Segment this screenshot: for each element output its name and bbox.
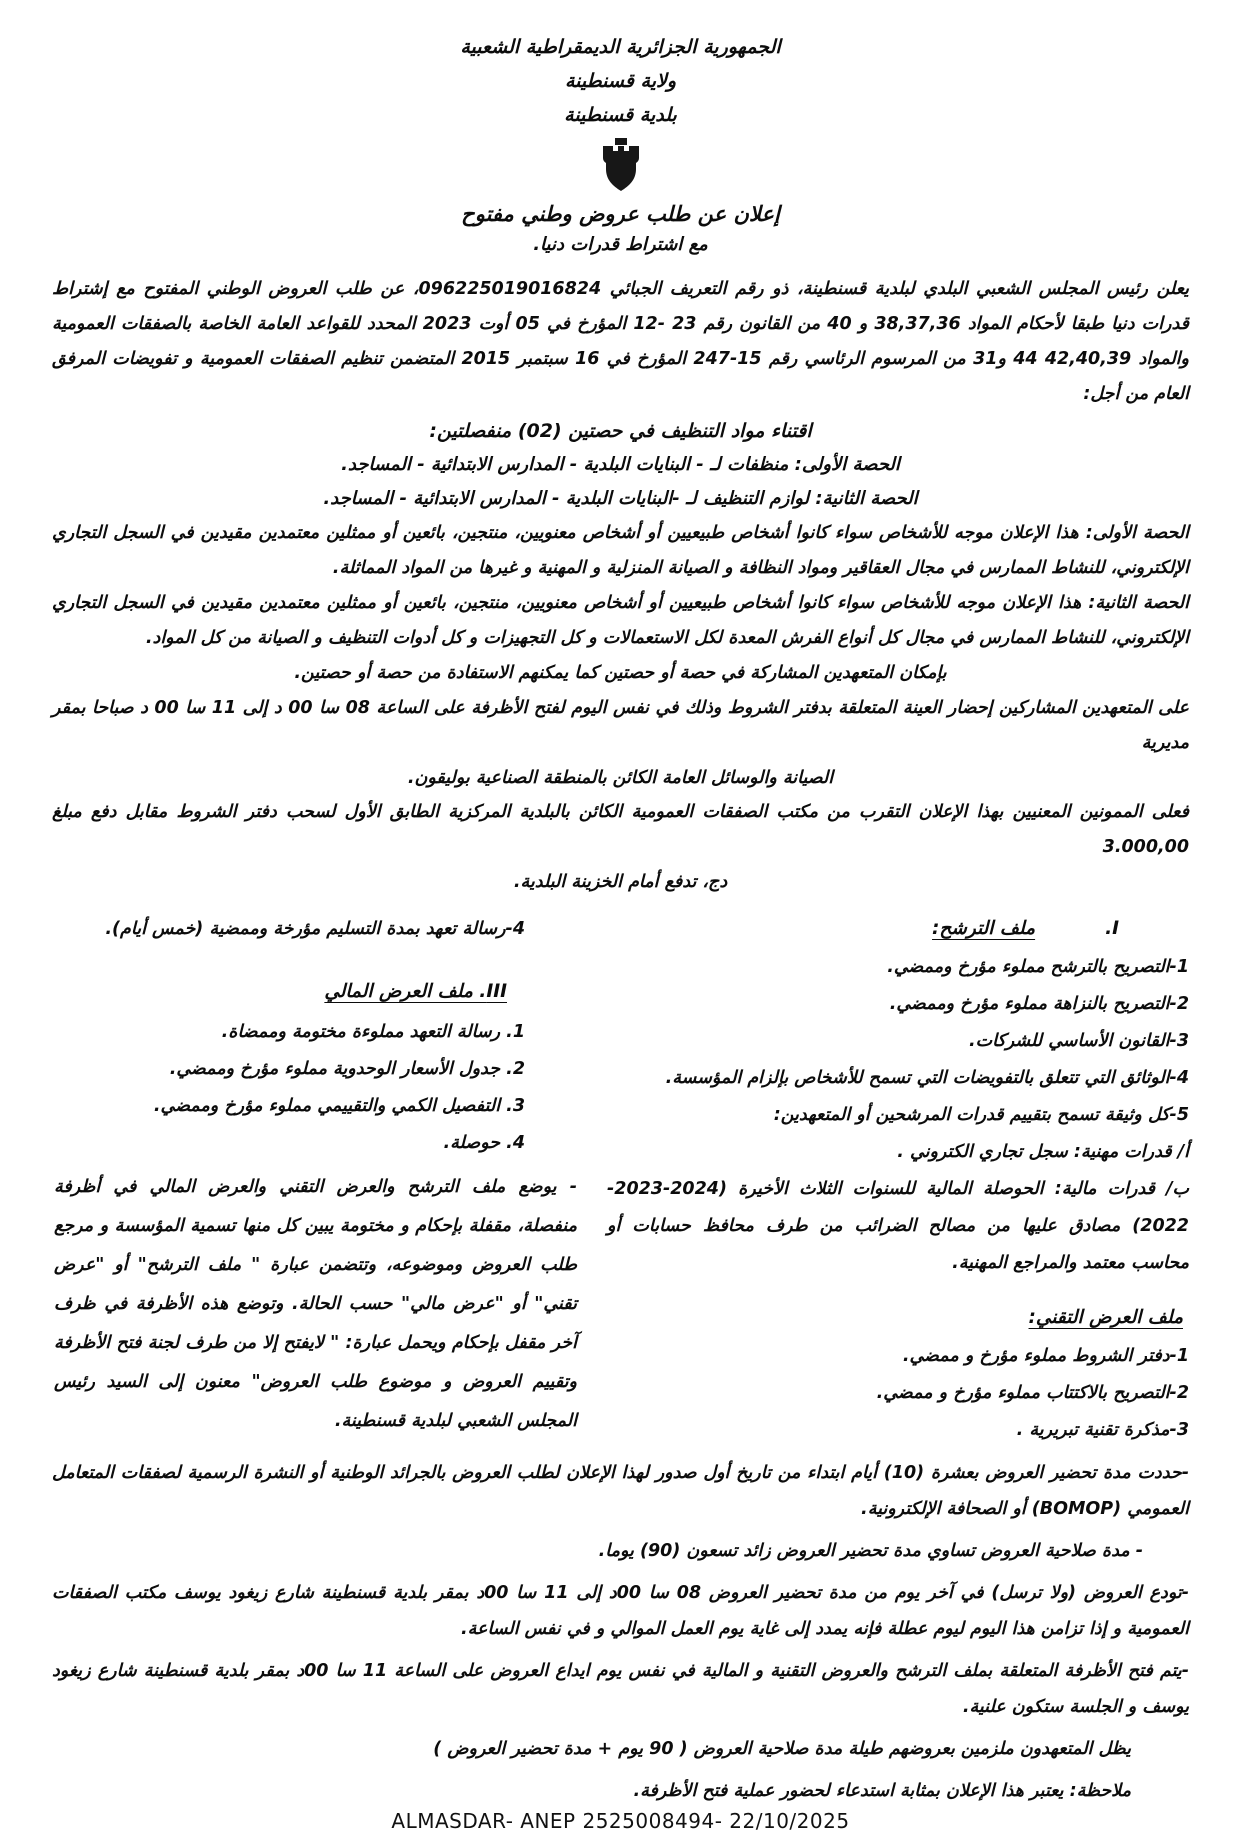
candidacy-file-title: ملف الترشح: xyxy=(932,918,1036,939)
municipal-crest-icon xyxy=(599,138,643,192)
lot1-description: الحصة الأولى: هذا الإعلان موجه للأشخاص سواء كانوا أشخاص طبيعيين أو أشخاص معنويين، منتجين، بائعين أو ممثلين معتمدين مقيدين في السجل التجاري الإلكتروني، للنشاط الممارس في مجال العقاقير ومواد النظافة و الصيانة المنزلية و المهنية و غيرها من المواد المماثلة. xyxy=(52,523,1189,578)
technical-item: 2-التصريح بالاكتتاب مملوء مؤرخ و ممضي. xyxy=(876,1383,1189,1403)
intro-paragraph: يعلن رئيس المجلس الشعبي البلدي لبلدية قسنطينة، ذو رقم التعريف الجبائي 096225019016824، عن طلب العروض الوطني المفتوح مع إشتراط قدرات دنيا طبقا لأحكام المواد 38,37,36 و 40 من القانون رقم 23 -12 المؤرخ في 05 أوت 2023 المحدد للقواعد العامة الخاصة بالصفقات العمومية والمواد 42,40,39 44 و31 من المرسوم الرئاسي رقم 15-247 المؤرخ في 16 سبتمبر 2015 المتضمن تنظيم الصفقات العمومية و تفويضات المرفق العام من أجل: xyxy=(52,279,1190,404)
specs-withdrawal-continuation: دج، تدفع أمام الخزينة البلدية. xyxy=(513,872,728,892)
opening-session-paragraph: -يتم فتح الأظرفة المتعلقة بملف الترشح والعروض التقنية و المالية في نفس يوم ايداع العروض على الساعة 11 سا 00د بمقر بلدية قسنطينة شارع زيغود يوسف و الجلسة ستكون علنية. xyxy=(52,1661,1190,1717)
submission-paragraph: -تودع العروض (ولا ترسل) في آخر يوم من مدة تحضير العروض 08 سا 00د إلى 11 سا 00د بمقر بلدية قسنطينة شارع زيغود يوسف مكتب الصفقات العمومية و إذا تزامن هذا اليوم ليوم عطلة فإنه يمدد إلى غاية يوم العمل الموالي و في نفس الساعة. xyxy=(52,1583,1190,1639)
financial-column xyxy=(54,911,577,1449)
financial-item: 4. حوصلة. xyxy=(443,1133,525,1153)
lot2-description: الحصة الثانية: هذا الإعلان موجه للأشخاص سواء كانوا أشخاص طبيعيين أو أشخاص معنويين، منتجين، بائعين أو ممثلين معتمدين مقيدين في السجل التجاري الإلكتروني، للنشاط الممارس في مجال كل أنواع الفرش المعدة لكل الاستعمالات و كل التجهيزات و كل أدوات التنظيف و الصيانة من كل المواد. xyxy=(52,593,1189,648)
technical-file-heading xyxy=(607,1300,1189,1336)
technical-item: 1-دفتر الشروط مملوء مؤرخ و ممضي. xyxy=(902,1346,1189,1366)
lot2-title: الحصة الثانية: لوازم التنظيف لـ -البنايات البلدية - المدارس الابتدائية - المساجد. xyxy=(323,488,918,509)
candidacy-item: 4-الوثائق التي تتعلق بالتفويضات التي تسمح للأشخاص بإلزام المؤسسة. xyxy=(665,1068,1189,1088)
validity-period-line: - مدة صلاحية العروض تساوي مدة تحضير العروض زائد تسعون (90) يوما. xyxy=(598,1541,1143,1561)
candidacy-item: 3-القانون الأساسي للشركات. xyxy=(968,1031,1189,1051)
technical-item-delivery-letter: 4-رسالة تعهد بمدة التسليم مؤرخة وممضية (خمس أيام). xyxy=(105,919,525,939)
financial-item: 3. التفصيل الكمي والتقييمي مملوء مؤرخ وممضي. xyxy=(153,1096,525,1116)
financial-item: 2. جدول الأسعار الوحدوية مملوء مؤرخ وممضي. xyxy=(169,1059,525,1079)
wilaya-title: ولاية قسنطينة xyxy=(564,70,677,92)
candidacy-file-heading xyxy=(607,911,1189,947)
note-line: ملاحظة: يعتبر هذا الإعلان بمثابة استدعاء لحضور عملية فتح الأظرفة. xyxy=(633,1781,1131,1801)
two-column-section xyxy=(52,911,1189,1449)
tender-object-line: اقتناء مواد التنظيف في حصتين (02) منفصلتين: xyxy=(429,420,812,442)
candidacy-item: 2-التصريح بالنزاهة مملوء مؤرخ وممضي. xyxy=(889,994,1189,1014)
republic-title: الجمهورية الجزائرية الديمقراطية الشعبية xyxy=(460,36,781,58)
candidacy-item-professional: أ/ قدرات مهنية: سجل تجاري الكتروني . xyxy=(897,1142,1189,1162)
envelope-instructions: - يوضع ملف الترشح والعرض التقني والعرض المالي في أظرفة منفصلة، مقفلة بإحكام و مختومة يبين كل منها تسمية المؤسسة و مرجع طلب العروض وموضوعه، وتتضمن عبارة " ملف الترشح" أو "عرض تقني" أو "عرض مالي" حسب الحالة. وتوضع هذه الأظرفة في ظرف آخر مقفل بإحكام ويحمل عبارة: " لايفتح إلا من طرف لجنة فتح الأظرفة وتقييم العروض و موضوع طلب العروض" معنون إلى السيد رئيس المجلس الشعبي لبلدية قسنطينة. xyxy=(54,1177,577,1431)
financial-item: 1. رسالة التعهد مملوءة مختومة وممضاة. xyxy=(221,1022,525,1042)
publication-reference: ALMASDAR- ANEP 2525008494- 22/10/2025 xyxy=(391,1809,850,1833)
lot1-title: الحصة الأولى: منظفات لـ - البنايات البلدية - المدارس الابتدائية - المساجد. xyxy=(341,454,900,475)
candidacy-item-financial: ب/ قدرات مالية: الحوصلة المالية للسنوات الثلاث الأخيرة (2024-2023-2022) مصادق عليها من مصالح الضرائب من طرف محافظ حسابات أو محاسب معتمد والمراجع المهنية. xyxy=(607,1179,1189,1273)
financial-file-heading xyxy=(54,974,577,1010)
technical-file-title: ملف العرض التقني: xyxy=(1028,1307,1183,1328)
participation-note: بإمكان المتعهدين المشاركة في حصة أو حصتين كما يمكنهم الاستفادة من حصة أو حصتين. xyxy=(294,663,947,683)
announcement-subtitle: مع اشتراط قدرات دنيا. xyxy=(533,234,708,255)
emblem-container xyxy=(52,138,1189,192)
specs-withdrawal: فعلى الممونين المعنيين بهذا الإعلان التقرب من مكتب الصفقات العمومية الكائن بالبلدية المركزية الطابق الأول لسحب دفتر الشروط مقابل دفع مبلغ 3.000,00 xyxy=(52,802,1189,857)
financial-file-title: III. ملف العرض المالي xyxy=(324,981,507,1002)
candidacy-item: 5-كل وثيقة تسمح بتقييم قدرات المرشحين أو المتعهدين: xyxy=(773,1105,1189,1125)
candidacy-file-numeral: I. xyxy=(1105,918,1119,939)
sample-requirement: على المتعهدين المشاركين إحضار العينة المتعلقة بدفتر الشروط وذلك في نفس اليوم لفتح الأظرفة على الساعة 08 سا 00 د إلى 11 سا 00 د صباحا بمقر مديرية xyxy=(52,698,1189,753)
commitment-line: يظل المتعهدون ملزمين بعروضهم طيلة مدة صلاحية العروض ( 90 يوم + مدة تحضير العروض ) xyxy=(433,1739,1131,1759)
preparation-period-paragraph: -حددت مدة تحضير العروض بعشرة (10) أيام ابتداء من تاريخ أول صدور لهذا الإعلان لطلب العروض بالجرائد الوطنية أو النشرة الرسمية لصفقات المتعامل العمومي (BOMOP) أو الصحافة الإلكترونية. xyxy=(52,1463,1189,1519)
announcement-title: إعلان عن طلب عروض وطني مفتوح xyxy=(461,202,780,226)
technical-item: 3-مذكرة تقنية تبريرية . xyxy=(1016,1420,1189,1440)
candidacy-item: 1-التصريح بالترشح مملوء مؤرخ وممضي. xyxy=(887,957,1189,977)
sample-requirement-continuation: الصيانة والوسائل العامة الكائن بالمنطقة الصناعية بوليقون. xyxy=(407,768,834,788)
candidacy-technical-column xyxy=(607,911,1189,1449)
commune-title: بلدية قسنطينة xyxy=(564,104,677,126)
